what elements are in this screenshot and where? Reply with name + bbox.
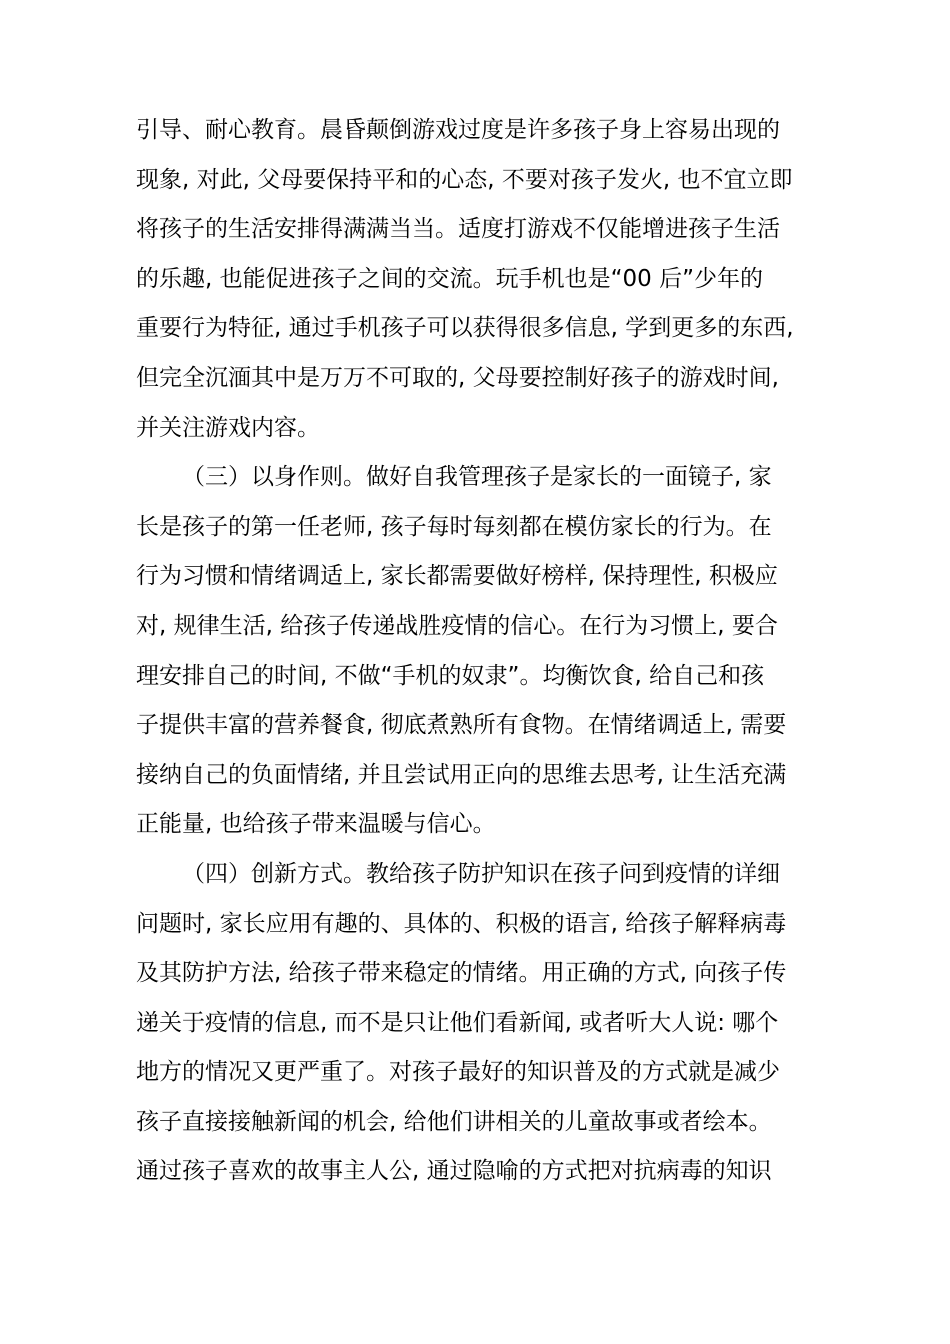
text-line: 对, 规律生活, 给孩子传递战胜疫情的信心。在行为习惯上, 要合 bbox=[136, 612, 778, 639]
text-line: 递关于疫情的信息, 而不是只让他们看新闻, 或者听大人说: 哪个 bbox=[136, 1009, 779, 1036]
text-line: 现象, 对此, 父母要保持平和的心态, 不要对孩子发火, 也不宜立即 bbox=[136, 166, 793, 193]
text-line: 引导、耐心教育。晨昏颠倒游戏过度是许多孩子身上容易出现的 bbox=[136, 117, 780, 143]
text-line: 地方的情况又更严重了。对孩子最好的知识普及的方式就是减少 bbox=[136, 1059, 780, 1086]
text-line: （四）创新方式。教给孩子防护知识在孩子问到疫情的详细 bbox=[182, 860, 780, 887]
text-line: 子提供丰富的营养餐食, 彻底煮熟所有食物。在情绪调适上, 需要 bbox=[136, 712, 787, 739]
text-line: 孩子直接接触新闻的机会, 给他们讲相关的儿童故事或者绘本。 bbox=[136, 1108, 772, 1135]
text-line: 行为习惯和情绪调适上, 家长都需要做好榜样, 保持理性, 积极应 bbox=[136, 563, 778, 590]
text-line: 问题时, 家长应用有趣的、具体的、积极的语言, 给孩子解释病毒 bbox=[136, 910, 787, 937]
text-line: 正能量, 也给孩子带来温暖与信心。 bbox=[136, 811, 496, 838]
paragraph-lead-by-example bbox=[136, 453, 826, 850]
text-line: 接纳自己的负面情绪, 并且尝试用正向的思维去思考, 让生活充满 bbox=[136, 761, 787, 788]
text-line: 长是孩子的第一任老师, 孩子每时每刻都在模仿家长的行为。在 bbox=[136, 513, 772, 540]
paragraph-innovative-methods bbox=[136, 850, 826, 1197]
text-line: 但完全沉湎其中是万万不可取的, 父母要控制好孩子的游戏时间, bbox=[136, 364, 779, 391]
text-line: 理安排自己的时间, 不做“手机的奴隶”。均衡饮食, 给自己和孩 bbox=[136, 662, 765, 689]
paragraph-screen-habits bbox=[136, 106, 826, 453]
document-body bbox=[136, 106, 826, 1197]
text-line: 并关注游戏内容。 bbox=[136, 414, 320, 441]
text-line: 将孩子的生活安排得满满当当。适度打游戏不仅能增进孩子生活 bbox=[136, 216, 780, 243]
text-line: 的乐趣, 也能促进孩子之间的交流。玩手机也是“00 后”少年的 bbox=[136, 265, 764, 292]
text-line: 通过孩子喜欢的故事主人公, 通过隐喻的方式把对抗病毒的知识 bbox=[136, 1158, 772, 1185]
text-line: 重要行为特征, 通过手机孩子可以获得很多信息, 学到更多的东西, bbox=[136, 315, 794, 342]
text-line: 及其防护方法, 给孩子带来稳定的情绪。用正确的方式, 向孩子传 bbox=[136, 960, 787, 987]
text-line: （三）以身作则。做好自我管理孩子是家长的一面镜子, 家 bbox=[182, 464, 772, 491]
